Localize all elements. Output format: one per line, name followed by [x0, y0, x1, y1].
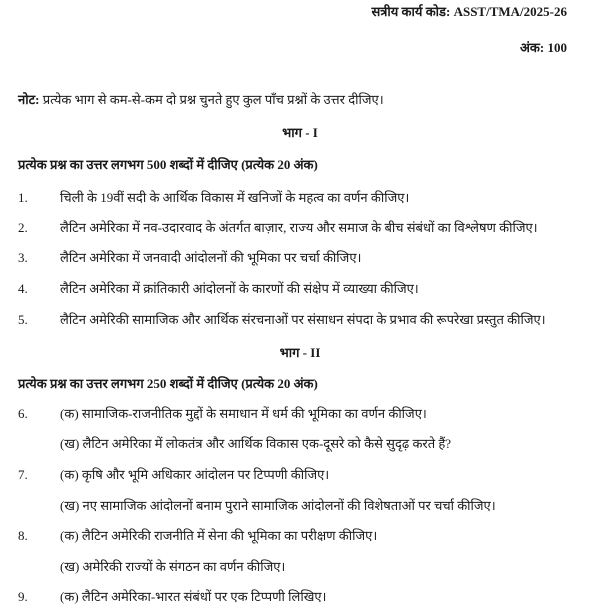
question-text: चिली के 19वीं सदी के आर्थिक विकास में खनिजों के महत्व का वर्णन कीजिए। [60, 190, 410, 205]
question-number: 7. [18, 467, 28, 482]
part-1-instruction: प्रत्येक प्रश्न का उत्तर लगभग 500 शब्दों में दीजिए (प्रत्येक 20 अंक) [18, 157, 318, 172]
part-1-title: भाग - I [282, 125, 318, 140]
question-part-a: (क) कृषि और भूमि अधिकार आंदोलन पर टिप्पणी कीजिए। [60, 467, 330, 482]
note-label: नोट: [18, 92, 40, 107]
question-part-a: (क) लैटिन अमेरिका-भारत संबंधों पर एक टिप्पणी लिखिए। [60, 589, 327, 604]
note-text: प्रत्येक भाग से कम-से-कम दो प्रश्न चुनते हुए कुल पाँच प्रश्नों के उत्तर दीजिए। [39, 92, 384, 107]
assignment-code: सत्रीय कार्य कोड: ASST/TMA/2025-26 [371, 4, 567, 19]
part-2-title: भाग - II [279, 345, 321, 360]
question-part-a: (क) सामाजिक-राजनीतिक मुद्दों के समाधान में धर्म की भूमिका का वर्णन कीजिए। [60, 406, 427, 421]
question-number: 3. [18, 250, 28, 265]
question-text: लैटिन अमेरिका में जनवादी आंदोलनों की भूमिका पर चर्चा कीजिए। [60, 250, 362, 265]
question-number: 8. [18, 528, 28, 543]
question-text: लैटिन अमेरिकी सामाजिक और आर्थिक संरचनाओं पर संसाधन संपदा के प्रभाव की रूपरेखा प्रस्तुत कीजिए। [60, 312, 546, 327]
note [18, 92, 384, 108]
question-part-a: (क) लैटिन अमेरिकी राजनीति में सेना की भूमिका का परीक्षण कीजिए। [60, 528, 378, 543]
question-number: 2. [18, 220, 28, 235]
question-number: 9. [18, 589, 28, 604]
part-2-instruction: प्रत्येक प्रश्न का उत्तर लगभग 250 शब्दों में दीजिए (प्रत्येक 20 अंक) [18, 376, 318, 391]
question-number: 6. [18, 406, 28, 421]
question-text: लैटिन अमेरिका में नव-उदारवाद के अंतर्गत बाज़ार, राज्य और समाज के बीच संबंधों का विश्लेषण कीजिए। [60, 220, 538, 235]
question-part-b: (ख) अमेरिकी राज्यों के संगठन का वर्णन कीजिए। [60, 559, 286, 574]
question-number: 1. [18, 190, 28, 205]
question-text: लैटिन अमेरिका में क्रांतिकारी आंदोलनों के कारणों की संक्षेप में व्याख्या कीजिए। [60, 281, 419, 296]
total-marks: अंक: 100 [520, 40, 567, 55]
question-part-b: (ख) लैटिन अमेरिका में लोकतंत्र और आर्थिक विकास एक-दूसरे को कैसे सुदृढ़ करते हैं? [60, 436, 452, 451]
question-part-b: (ख) नए सामाजिक आंदोलनों बनाम पुराने सामाजिक आंदोलनों की विशेषताओं पर चर्चा कीजिए। [60, 498, 496, 513]
question-number: 4. [18, 281, 28, 296]
question-number: 5. [18, 312, 28, 327]
